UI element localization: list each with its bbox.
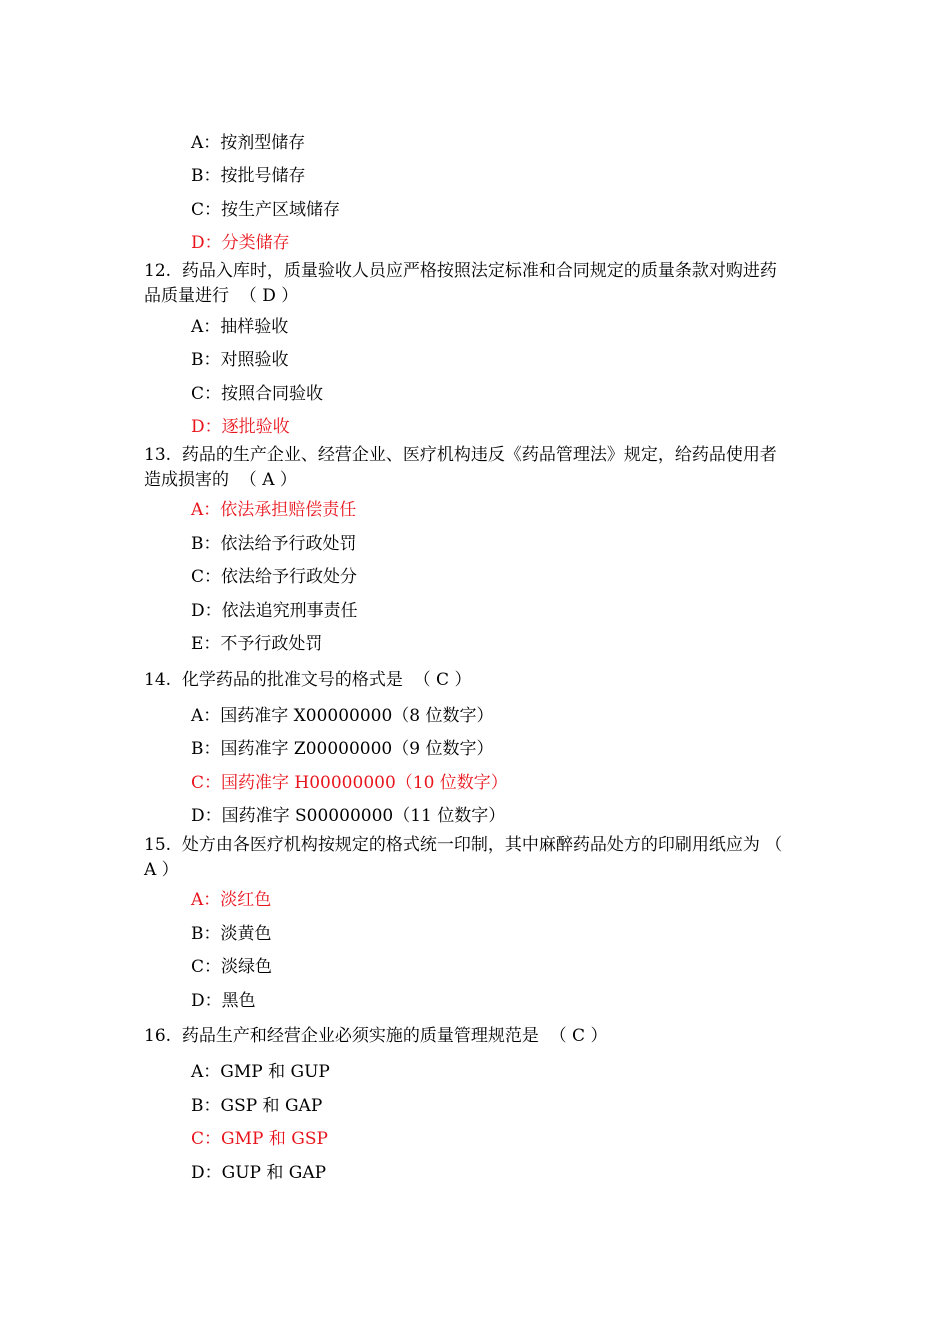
option-11-a: A：按剂型储存 bbox=[191, 133, 306, 153]
option-13-b: B：依法给予行政处罚 bbox=[191, 534, 357, 554]
option-14-c-correct: C：国药准字 H00000000（10 位数字） bbox=[191, 773, 508, 793]
option-13-c: C：依法给予行政处分 bbox=[191, 567, 358, 587]
question-15-text-line1: 15. 处方由各医疗机构按规定的格式统一印制，其中麻醉药品处方的印刷用纸应为 （ bbox=[144, 835, 783, 855]
option-13-e: E：不予行政处罚 bbox=[191, 634, 323, 654]
question-15-text-line2: A ） bbox=[144, 860, 179, 880]
option-12-c: C：按照合同验收 bbox=[191, 384, 324, 404]
question-13-text-line1: 13. 药品的生产企业、经营企业、医疗机构违反《药品管理法》规定，给药品使用者 bbox=[144, 445, 777, 465]
option-13-a-correct: A：依法承担赔偿责任 bbox=[191, 500, 357, 520]
option-11-c: C：按生产区域储存 bbox=[191, 200, 341, 220]
option-14-b: B：国药准字 Z00000000（9 位数字） bbox=[191, 739, 494, 759]
option-16-d: D：GUP 和 GAP bbox=[191, 1163, 327, 1183]
option-13-d: D：依法追究刑事责任 bbox=[191, 601, 358, 621]
option-14-a: A：国药准字 X00000000（8 位数字） bbox=[191, 706, 494, 726]
option-11-b: B：按批号储存 bbox=[191, 166, 306, 186]
option-15-a-correct: A：淡红色 bbox=[191, 890, 272, 910]
option-15-c: C：淡绿色 bbox=[191, 957, 273, 977]
option-16-a: A：GMP 和 GUP bbox=[191, 1062, 330, 1082]
option-14-d: D：国药准字 S00000000（11 位数字） bbox=[191, 806, 506, 826]
option-12-b: B：对照验收 bbox=[191, 350, 289, 370]
option-16-c-correct: C：GMP 和 GSP bbox=[191, 1129, 328, 1149]
option-16-b: B：GSP 和 GAP bbox=[191, 1096, 323, 1116]
question-13-text-line2: 造成损害的 （ A ） bbox=[144, 470, 297, 490]
question-16-text-line1: 16. 药品生产和经营企业必须实施的质量管理规范是 （ C ） bbox=[144, 1026, 608, 1046]
question-12-text-line2: 品质量进行 （ D ） bbox=[144, 286, 299, 306]
option-12-d-correct: D：逐批验收 bbox=[191, 417, 290, 437]
option-15-d: D：黑色 bbox=[191, 991, 256, 1011]
question-12-text-line1: 12. 药品入库时，质量验收人员应严格按照法定标准和合同规定的质量条款对购进药 bbox=[144, 261, 777, 281]
option-11-d-correct: D：分类储存 bbox=[191, 233, 290, 253]
option-12-a: A：抽样验收 bbox=[191, 317, 289, 337]
question-14-text-line1: 14. 化学药品的批准文号的格式是 （ C ） bbox=[144, 670, 472, 690]
option-15-b: B：淡黄色 bbox=[191, 924, 272, 944]
